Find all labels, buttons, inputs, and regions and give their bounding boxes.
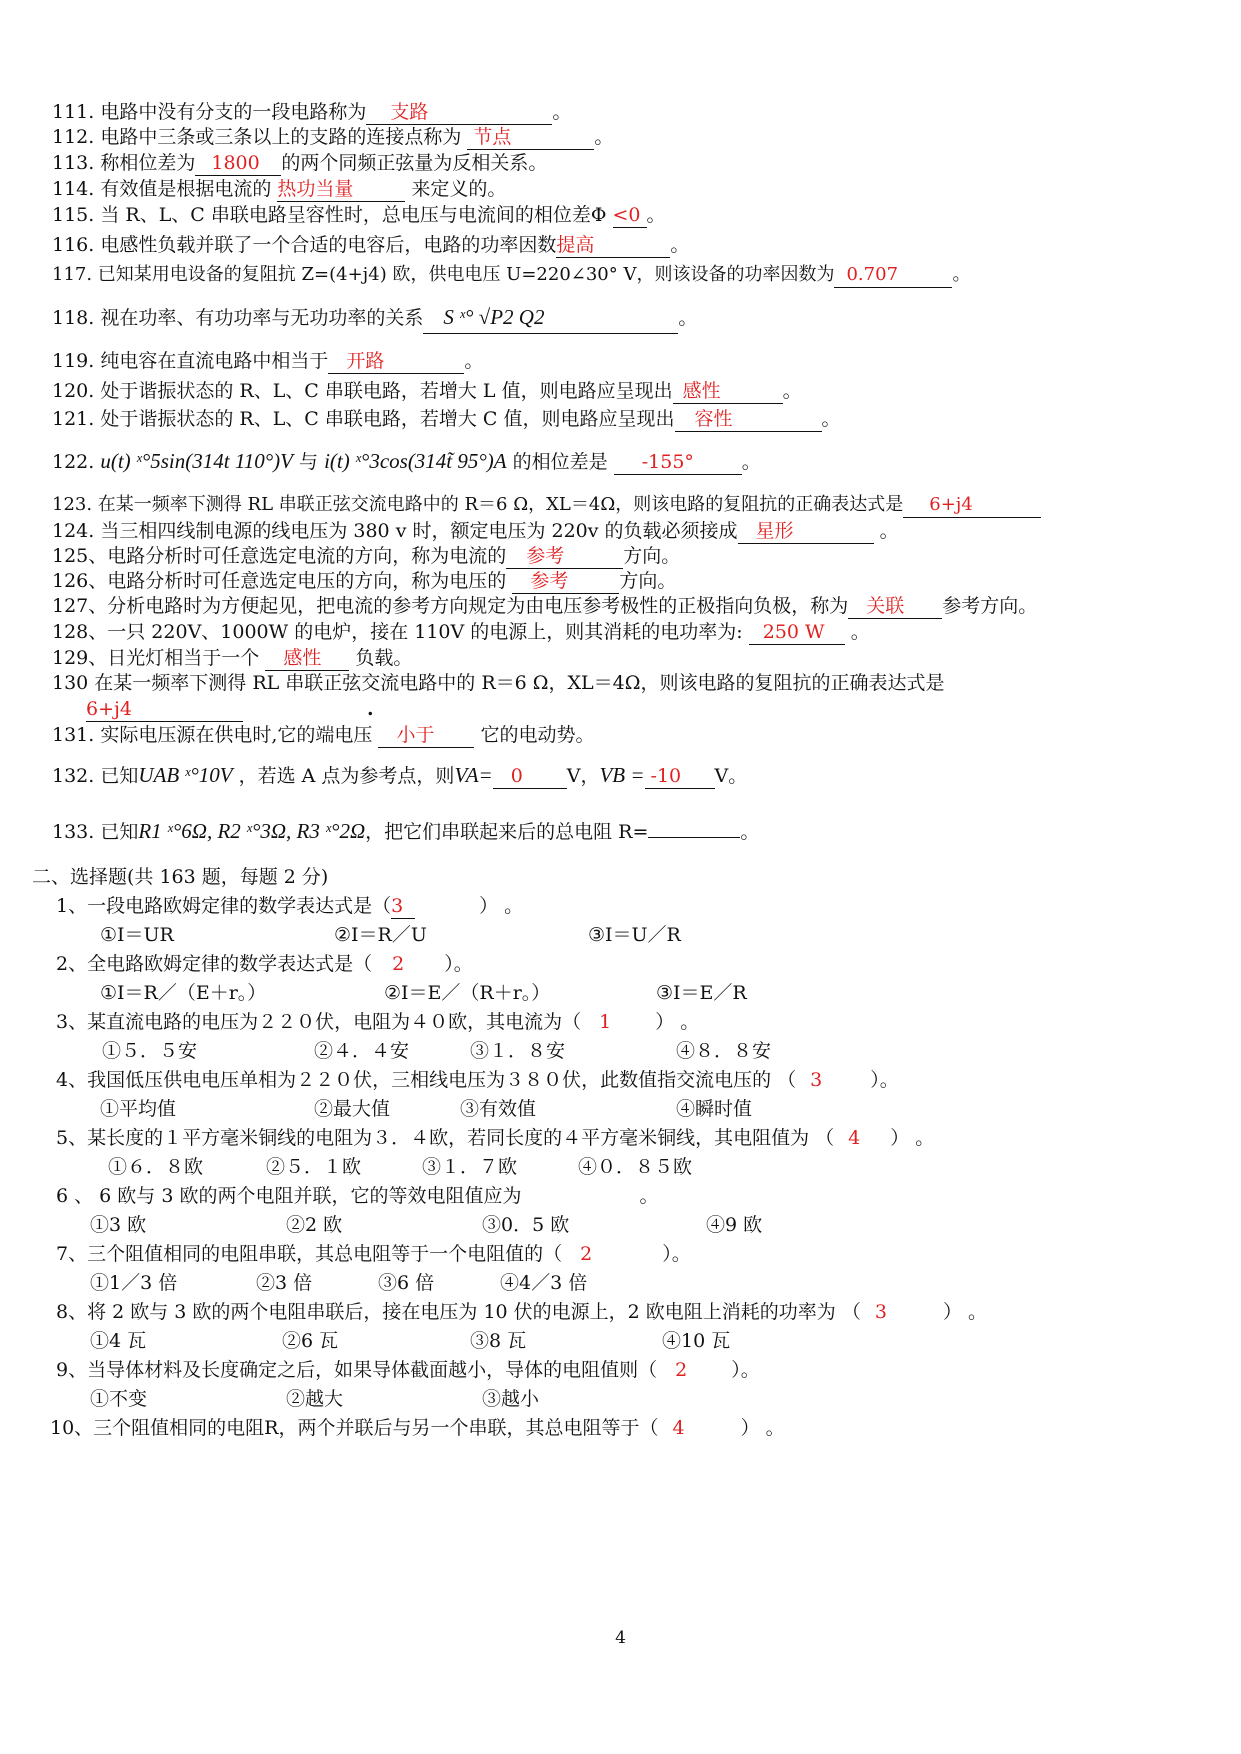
option: ②I＝R／U (334, 924, 427, 946)
option: ②最大值 (314, 1098, 391, 1120)
question-end: 。 (844, 621, 870, 643)
question-end: V。 (714, 765, 748, 787)
answer-text: 2 (580, 1243, 593, 1265)
question-end: 的两个同频正弦量为反相关系。 (281, 152, 548, 174)
question-end: 。 (594, 126, 614, 148)
answer-text: 支路 (390, 101, 429, 123)
answer-text: 250 W (762, 621, 825, 643)
question-end: 。 (740, 821, 760, 843)
answer-text: <0 (612, 204, 641, 226)
section-title: 二、选择题(共 163 题，每题 2 分) (32, 866, 329, 888)
choice-options-1 (0, 920, 1241, 950)
option: ③１．７欧 (422, 1156, 518, 1178)
question-118 (52, 300, 1241, 336)
question-text: 112. 电路中三条或三条以上的支路的连接点称为 (52, 126, 468, 148)
question-text: 1、一段电路欧姆定律的数学表达式是（ (56, 895, 392, 917)
question-text: 130 在某一频率下测得 RL 串联正弦交流电路中的 R＝6 Ω，XL＝4Ω，则该电路的复阻抗的正确表达式是 (52, 672, 945, 694)
choice-options-3 (0, 1036, 1241, 1066)
choice-options-9 (0, 1384, 1241, 1414)
question-text: 2、全电路欧姆定律的数学表达式是（ (56, 953, 373, 975)
answer-blank (556, 233, 670, 258)
question-text: 8、将 2 欧与 3 欧的两个电阻串联后，接在电压为 10 伏的电源上，2 欧电阻上消耗的功率为 （ (56, 1301, 861, 1323)
option: ③I＝E／R (656, 982, 747, 1004)
answer-text: 6+j4 (86, 698, 132, 720)
question-text: 129、日光灯相当于一个 (52, 647, 266, 669)
question-end: ） 。 (479, 895, 524, 917)
option: ①1／3 倍 (90, 1272, 178, 1294)
choice-question-3 (56, 1007, 1241, 1037)
question-text: 131. 实际电压源在供电时,它的端电压 (52, 724, 379, 746)
choice-question-7 (56, 1239, 1241, 1269)
question-end: 。 (670, 234, 690, 256)
question-122 (52, 446, 1241, 478)
answer-text: 3 (810, 1069, 823, 1091)
answer-text: 星形 (755, 520, 794, 542)
option: ④4／3 倍 (500, 1272, 588, 1294)
option: ②I＝E／（R＋r。） (384, 982, 551, 1004)
answer-blank (467, 125, 594, 150)
option: ②6 瓦 (282, 1330, 339, 1352)
formula-resistors: R1 ˣ°6Ω, R2 ˣ°3Ω, R3 ˣ°2Ω (138, 819, 366, 843)
answer-text: 关联 (866, 595, 905, 617)
choice-options-7 (0, 1268, 1241, 1298)
answer-text: 4 (848, 1127, 861, 1149)
option: ③0．5 欧 (482, 1214, 570, 1236)
option: ③１．８安 (470, 1040, 566, 1062)
question-text: 9、当导体材料及长度确定之后，如果导体截面越小，导体的电阻值则（ (56, 1359, 658, 1381)
answer-text: 容性 (694, 408, 733, 430)
question-end: 方向。 (623, 545, 681, 567)
option: ②2 欧 (286, 1214, 343, 1236)
answer-text: 0.707 (846, 264, 899, 285)
answer-text: 6+j4 (929, 494, 973, 515)
answer-text: 1 (599, 1011, 612, 1033)
choice-options-5 (0, 1152, 1241, 1182)
option: ①4 瓦 (90, 1330, 147, 1352)
question-text: 113. 称相位差为 (52, 152, 196, 174)
question-end: . (367, 698, 374, 720)
answer-blank (903, 493, 1041, 518)
question-end: ） 。 (942, 1301, 987, 1323)
formula-apparent-power: S ˣ° √P2 Q2 (443, 305, 545, 329)
choice-question-5 (56, 1123, 1241, 1153)
option: ②５．１欧 (266, 1156, 362, 1178)
answer-text: 参考 (530, 570, 569, 592)
question-text: 128、一只 220V、1000W 的电炉，接在 110V 的电源上，则其消耗的电功率为: (52, 621, 749, 643)
choice-question-6 (56, 1181, 1241, 1211)
page-number: 4 (615, 1628, 626, 1648)
choice-options-8 (0, 1326, 1241, 1356)
option: ③越小 (482, 1388, 540, 1410)
answer-text: -155° (641, 451, 694, 473)
answer-text: 4 (672, 1417, 685, 1439)
question-end: 参考方向。 (942, 595, 1038, 617)
question-text-mid: 与 (293, 451, 325, 473)
question-end: 它的电动势。 (474, 724, 595, 746)
answer-blank (673, 379, 783, 404)
question-text-mid2: 的相位差是 (506, 451, 614, 473)
question-end: ）。 (870, 1069, 899, 1091)
answer-text: 0 (510, 765, 523, 787)
answer-text: 2 (675, 1359, 688, 1381)
question-end: ） 。 (740, 1417, 785, 1439)
question-end: 。 (782, 380, 802, 402)
option: ④10 瓦 (662, 1330, 731, 1352)
answer-text: 3 (391, 895, 404, 917)
question-end: 。 (741, 451, 761, 473)
answer-text: 提高 (556, 234, 595, 256)
option: ①不变 (90, 1388, 148, 1410)
question-text: 6 、 6 欧与 3 欧的两个电阻并联，它的等效电阻值应为 (56, 1185, 522, 1207)
answer-blank (613, 203, 647, 228)
question-text: 111. 电路中没有分支的一段电路称为 (52, 101, 367, 123)
question-end: 。 (678, 307, 698, 329)
choice-options-2 (0, 978, 1241, 1008)
question-115 (52, 200, 1241, 230)
answer-text: 3 (874, 1301, 887, 1323)
option: ③有效值 (460, 1098, 537, 1120)
question-text-mid: ，把它们串联起来后的总电阻 R= (365, 821, 649, 843)
question-end: 。 (464, 350, 484, 372)
option: ④9 欧 (706, 1214, 763, 1236)
choice-question-9 (56, 1355, 1241, 1385)
question-text: 116. 电感性负载并联了一个合适的电容后，电路的功率因数 (52, 234, 557, 256)
question-116 (52, 230, 1241, 260)
answer-blank-vb (645, 764, 715, 789)
question-text: 117. 已知某用电设备的复阻抗 Z=(4+j4) 欧，供电电压 U=220∠30° V，则该设备的功率因数为 (52, 264, 835, 285)
option: ②越大 (286, 1388, 344, 1410)
choice-options-6 (0, 1210, 1241, 1240)
question-text: 132. 已知 (52, 765, 139, 787)
question-120 (52, 376, 1241, 406)
answer-text: 小于 (396, 724, 435, 746)
question-end: ）。 (444, 953, 473, 975)
question-text: 4、我国低压供电电压单相为２２０伏，三相线电压为３８０伏，此数值指交流电压的 （ (56, 1069, 797, 1091)
answer-blank (834, 263, 952, 288)
choice-question-1 (56, 891, 1241, 921)
choice-question-8 (56, 1297, 1241, 1327)
answer-text: 2 (392, 953, 405, 975)
answer-blank (648, 837, 740, 838)
question-text: 133. 已知 (52, 821, 139, 843)
choice-options-4 (0, 1094, 1241, 1124)
answer-text: 1800 (211, 152, 260, 174)
question-text: 126、电路分析时可任意选定电压的方向，称为电压的 (52, 570, 513, 592)
formula-voltage: u(t) ˣ°5sin(314t 110°)V (100, 449, 293, 473)
answer-text: 开路 (346, 350, 385, 372)
question-text: 124. 当三相四线制电源的线电压为 380 v 时，额定电压为 220v 的负载必须接成 (52, 520, 738, 542)
choice-question-10 (50, 1413, 1241, 1443)
answer-blank (378, 723, 474, 748)
question-end: 。 (646, 204, 666, 226)
answer-text: 感性 (283, 647, 322, 669)
question-text: 123. 在某一频率下测得 RL 串联正弦交流电路中的 R＝6 Ω，XL＝4Ω，则该电路的复阻抗的正确表达式是 (52, 494, 904, 515)
question-text: 10、三个阻值相同的电阻R，两个并联后与另一个串联，其总电阻等于（ (50, 1417, 659, 1439)
option: ①平均值 (100, 1098, 177, 1120)
question-text: 3、某直流电路的电压为２２０伏，电阻为４０欧，其电流为（ (56, 1011, 582, 1033)
answer-blank (195, 151, 281, 176)
answer-text: 节点 (473, 126, 512, 148)
question-end: ）。 (731, 1359, 760, 1381)
answer-text: 感性 (682, 380, 721, 402)
option: ②3 倍 (256, 1272, 313, 1294)
question-end: 。 (873, 520, 899, 542)
question-text: 127、分析电路时为方便起见，把电流的参考方向规定为由电压参考极性的正极指向负极，称为 (52, 595, 849, 617)
question-text: 118. 视在功率、有功功率与无功功率的关系 (52, 307, 424, 329)
question-end: ） 。 (655, 1011, 700, 1033)
question-end: 来定义的。 (405, 178, 507, 200)
question-131 (52, 720, 1241, 750)
label-va: VA= (454, 763, 493, 787)
option: ②４．４安 (314, 1040, 410, 1062)
option: ①I＝R／（E＋r。） (100, 982, 267, 1004)
question-text: 121. 处于谐振状态的 R、L、C 串联电路，若增大 C 值，则电路应呈现出 (52, 408, 675, 430)
question-end: 方向。 (619, 570, 677, 592)
question-text: 120. 处于谐振状态的 R、L、C 串联电路，若增大 L 值，则电路应呈现出 (52, 380, 673, 402)
question-text: 5、某长度的１平方毫米铜线的电阻为３．４欧，若同长度的４平方毫米铜线，其电阻值为 （ (56, 1127, 835, 1149)
question-text: 125、电路分析时可任意选定电流的方向，称为电流的 (52, 545, 507, 567)
question-end: 。 (821, 408, 841, 430)
option: ①3 欧 (90, 1214, 147, 1236)
answer-blank (614, 450, 742, 475)
question-end: 负载。 (349, 647, 413, 669)
answer-blank (749, 620, 845, 645)
option: ③8 瓦 (470, 1330, 527, 1352)
question-end: ）。 (662, 1243, 691, 1265)
question-text-mid2: V， (566, 765, 600, 787)
question-117 (52, 260, 1241, 290)
answer-blank (277, 177, 405, 202)
question-text: 114. 有效值是根据电流的 (52, 178, 278, 200)
question-133 (52, 816, 1241, 848)
question-text: 115. 当 R、L、C 串联电路呈容性时，总电压与电流间的相位差Φ (52, 204, 613, 226)
option: ④８．８安 (676, 1040, 772, 1062)
formula-current: i(t) ˣ°3cos(314t̃ 95°)A (324, 449, 507, 473)
question-text: 119. 纯电容在直流电路中相当于 (52, 350, 329, 372)
question-end: 。 (552, 101, 572, 123)
question-end: ） 。 (890, 1127, 935, 1149)
option: ③6 倍 (378, 1272, 435, 1294)
option: ①I＝UR (100, 924, 174, 946)
question-119 (52, 346, 1241, 376)
question-text-mid: ，若选 A 点为参考点，则 (232, 765, 455, 787)
question-132 (52, 760, 1241, 792)
answer-blank (675, 407, 822, 432)
answer-blank (328, 349, 464, 374)
option: ④瞬时值 (676, 1098, 753, 1120)
answer-blank (423, 302, 678, 334)
option: ④０．８５欧 (578, 1156, 693, 1178)
answer-blank (86, 697, 243, 722)
option: ①５．５安 (102, 1040, 198, 1062)
option: ①６．８欧 (108, 1156, 204, 1178)
question-text: 122. (52, 451, 101, 473)
question-end: 。 (639, 1185, 659, 1207)
answer-text: 热功当量 (277, 178, 354, 200)
answer-text: 参考 (526, 545, 565, 567)
choice-question-2 (56, 949, 1241, 979)
label-vb: VB = (599, 763, 645, 787)
question-121 (52, 404, 1241, 434)
answer-blank (848, 594, 942, 619)
question-text: 7、三个阻值相同的电阻串联，其总电阻等于一个电阻值的（ (56, 1243, 563, 1265)
answer-text: -10 (650, 765, 682, 787)
choice-question-4 (56, 1065, 1241, 1095)
option: ③I＝U／R (588, 924, 681, 946)
formula-uab: UAB ˣ°10V (138, 763, 233, 787)
question-end: 。 (952, 264, 971, 285)
answer-blank-va (493, 764, 567, 789)
